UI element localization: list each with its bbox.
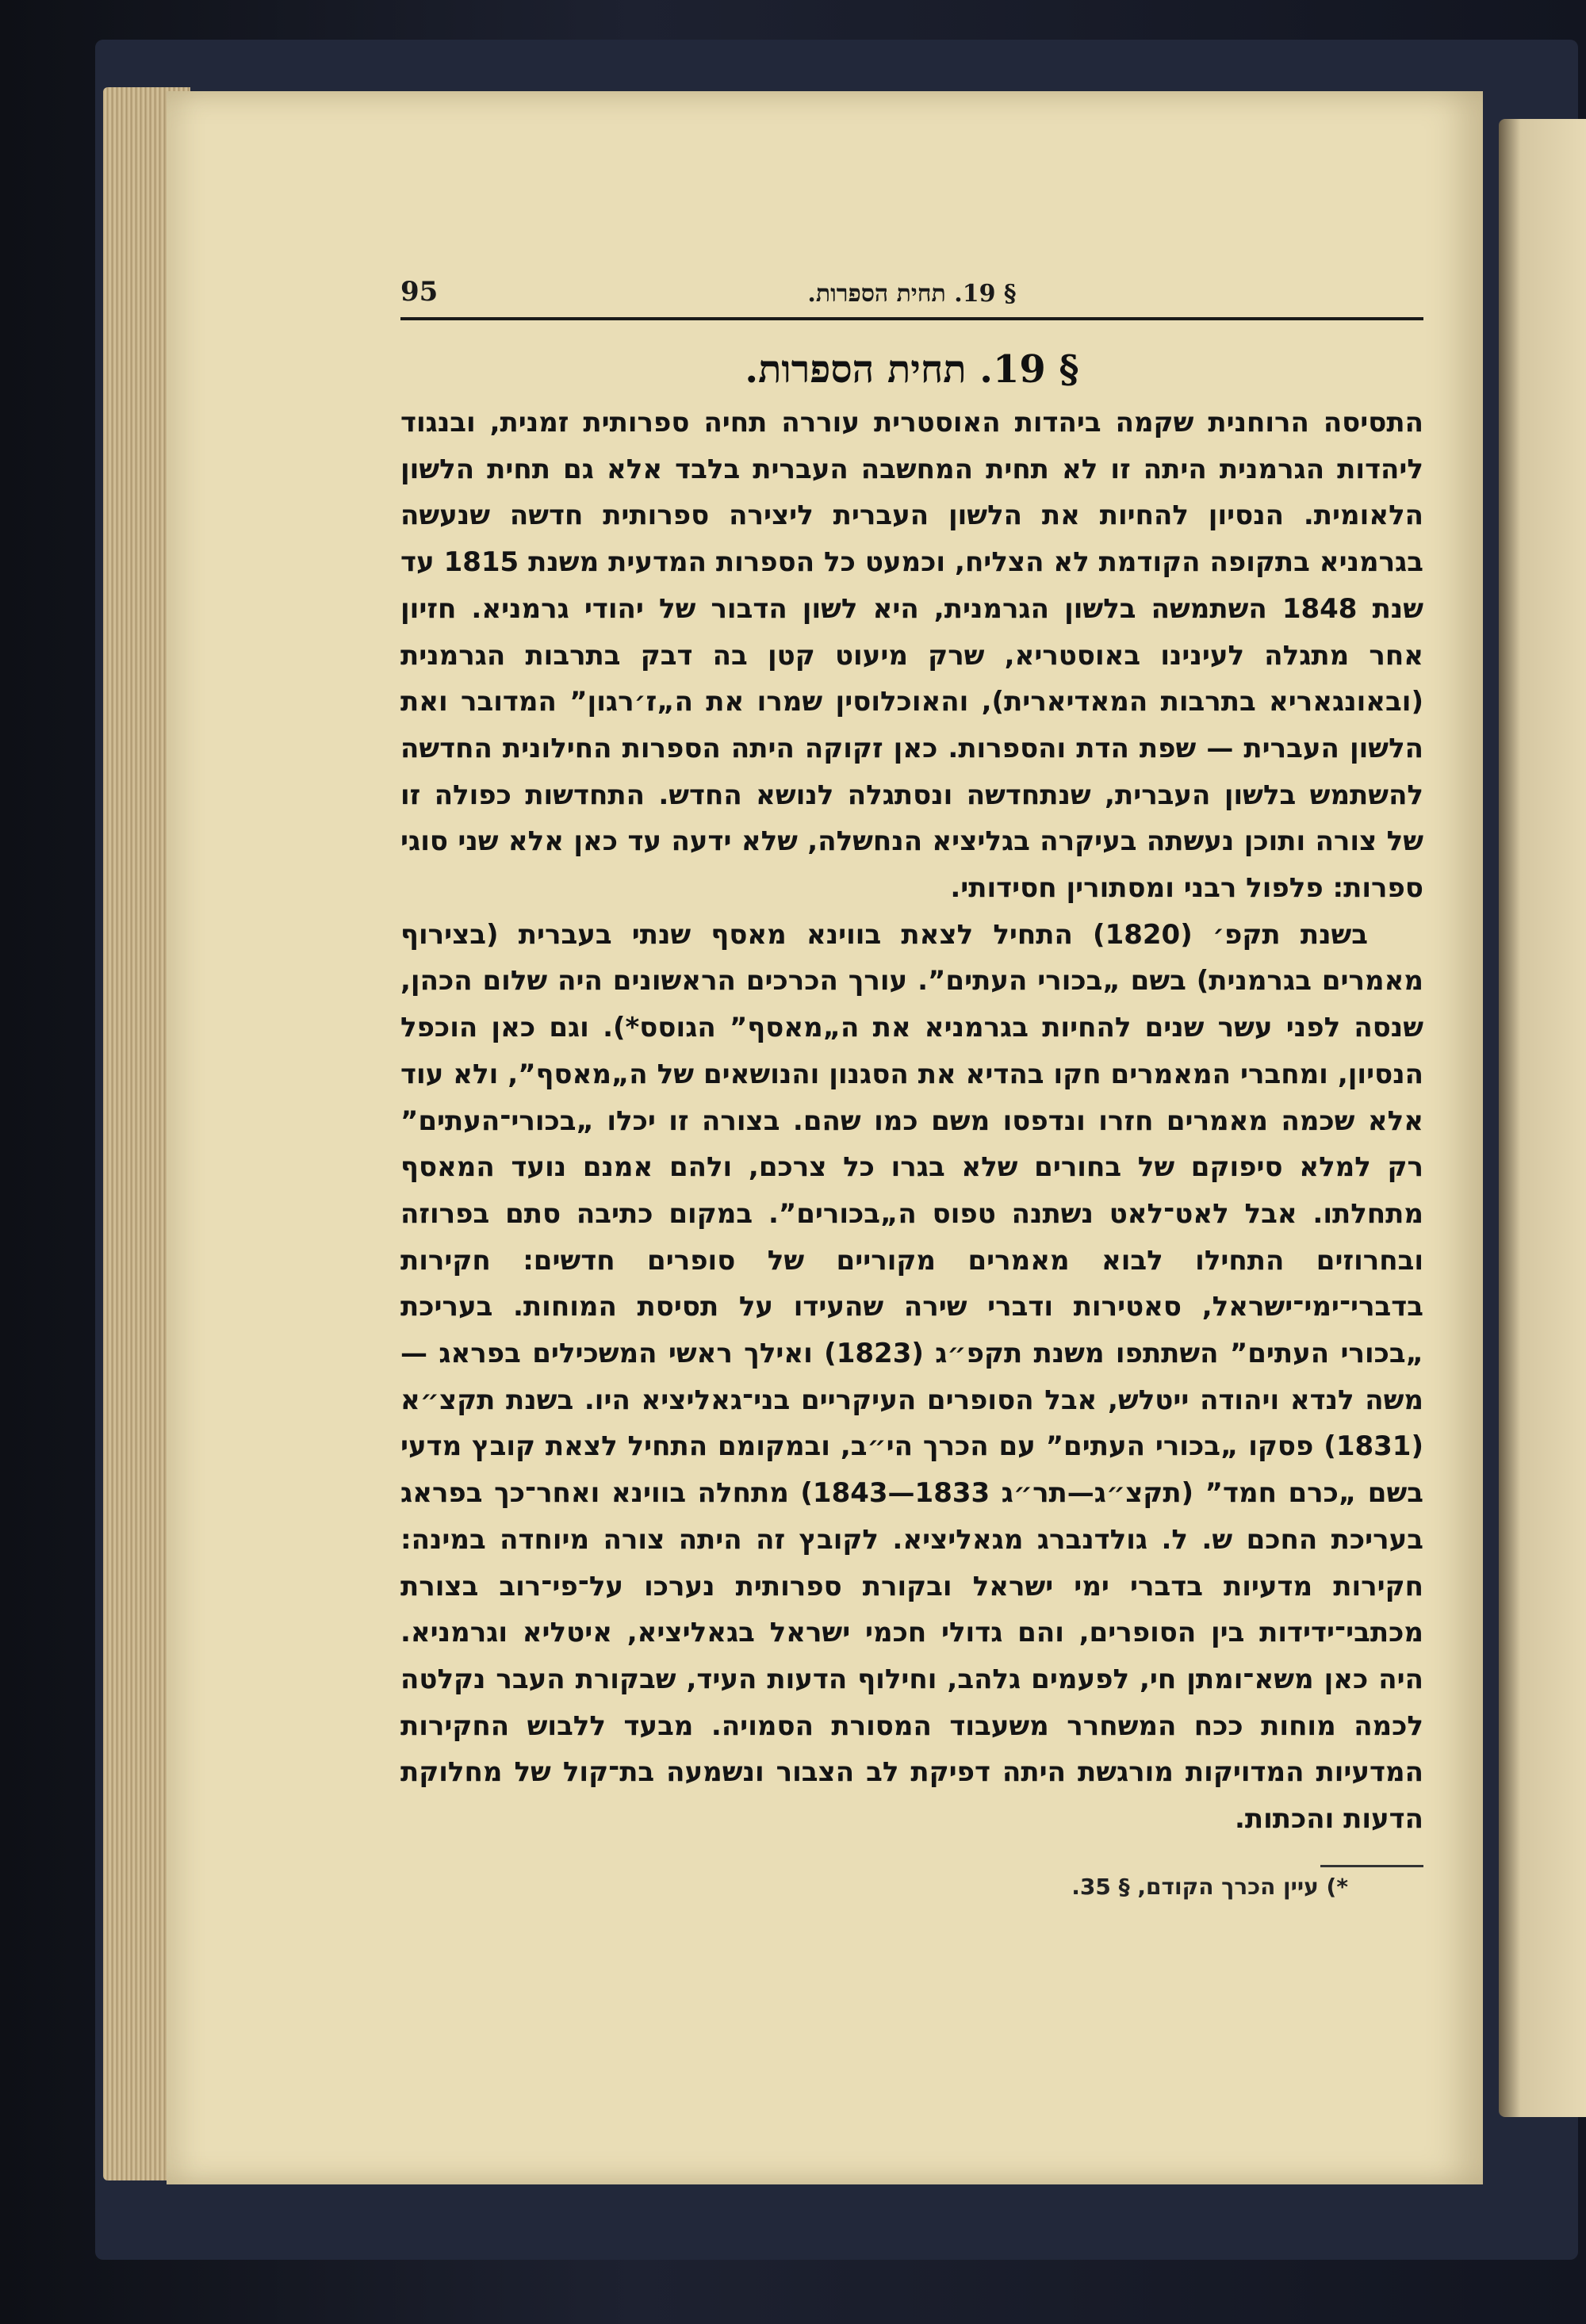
paragraph: התסיסה הרוחנית שקמה ביהדות האוסטרית עוררה תחיה ספרותית זמנית, ובנגוד ליהדות הגרמנית היתה זו לא תחית המחשבה העברית בלבד אלא גם תחית הלשון הלאומית. הנסיון להחיות את הלשון העברית ליצירה ספרותית חדשה שנעשה בגרמניא בתקופה הקודמת לא הצליח, וכמעט כל הספרות המדעית משנת 1815 עד שנת 1848 השתמשה בלשון הגרמנית, היא לשון הדבור של יהודי גרמניא. חזיון אחר מתגלה לעינינו באוסטריא, שרק מיעוט קטן בה דבק בתרבות הגרמנית (ובאונגאריא בתרבות המאדיארית), והאוכלוסין שמרו את ה„ז׳רגון” המדובר ואת הלשון העברית — שפת הדת והספרות. כאן זקוקה היתה הספרות החילונית החדשה להשתמש בלשון העברית, שנתחדשה ונסתגלה לנושא החדש. התחדשות כפולה זו של צורה ותוכן נעשתה בעיקרה בגליציא הנחשלה, שלא ידעה עד כאן אלא שני סוגי ספרות: פלפול רבני ומסתורין חסידותי.	[400, 407, 1423, 905]
facing-page-edge	[1499, 119, 1586, 2117]
paragraph: בשנת תקפ׳ (1820) התחיל לצאת בווינא מאסף שנתי בעברית (בצירוף מאמרים בגרמנית) בשם „בכורי העתים”. עורך הכרכים הראשונים היה שלום הכהן, שנסה לפני עשר שנים להחיות בגרמניא את ה„מאסף” הגוסס*). וגם כאן הוכפל הנסיון, ומחברי המאמרים חקו בהדיא את הסגנון והנושאים של ה„מאסף”, ולא עוד אלא שכמה מאמרים חזרו ונדפסו משם כמו שהם. בצורה זו יכלו „בכורי־העתים” רק למלא סיפוקם של בחורים שלא בגרו כל צרכם, ולהם אמנם נועד המאסף מתחלתו. אבל לאט־לאט נשתנה טפוס ה„בכורים”. במקום כתיבה סתם בפרוזה ובחרוזים התחילו לבוא מאמרים מקוריים של סופרים חדשים: חקירות בדברי־ימי־ישראל, סאטירות ודברי שירה שהעידו על תסיסת המוחות. בעריכת „בכורי העתים” השתתפו משנת תקפ״ג (1823) ואילך ראשי המשכילים בפראג — משה לנדא ויהודה ייטלש, אבל הסופרים העיקריים בני־גאליציא היו. בשנת תקצ״א (1831) פסקו „בכורי העתים” עם הכרך הי״ב, ובמקומם התחיל לצאת קובץ מדעי בשם „כרם חמד” (תקצ״ג—תר״ג 1833—1843) מתחלה בווינא ואחר־כך בפראג בעריכת החכם ש. ל. גולדנברג מגאליציא. לקובץ זה היתה צורה מיוחדה במינה: חקירות מדעיות בדברי ימי ישראל ובקורת ספרותית נערכו על־פי־רוב בצורת מכתבי־ידידות בין הסופרים, והם גדולי חכמי ישראל בגאליציא, איטליא וגרמניא. היה כאן משא־ומתן חי, לפעמים גלהב, וחילוף הדעות העיד, שבקורת העבר נקלטה לכמה מוחות ככח המשחרר משעבוד המסורת הסמויה. מבעד ללבוש החקירות המדעיות המדויקות מורגשת היתה דפיקת לב הצבור ונשמעה בת־קול של מחלוקת הדעות והכתות.	[400, 918, 1423, 1836]
running-head: § 19. תחית הספרות.	[807, 280, 1017, 308]
page-header	[400, 262, 1423, 320]
body-text	[400, 400, 1423, 1843]
footnote: *) עיין הכרך הקודם, § 35.	[1071, 1873, 1348, 1900]
chapter-title: § 19. תחית הספרות.	[745, 347, 1079, 392]
page-number: 95	[400, 276, 439, 308]
page-content	[400, 262, 1423, 1900]
footnote-rule	[1320, 1865, 1423, 1867]
